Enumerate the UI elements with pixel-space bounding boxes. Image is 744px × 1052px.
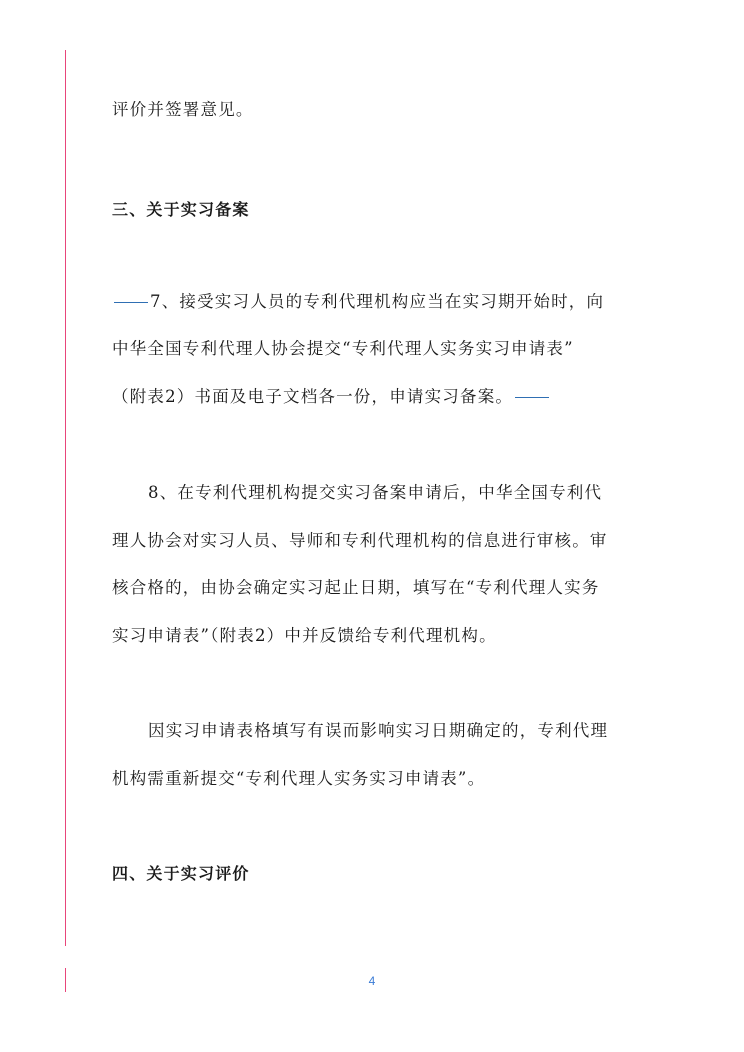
- paragraph-9-line-1: [112, 723, 642, 740]
- text-line: 评价并签署意见。: [112, 100, 254, 119]
- revision-insert-mark: [515, 397, 549, 398]
- paragraph-7-line-2: 中华全国专利代理人协会提交“专利代理人实务实习申请表”: [112, 339, 574, 358]
- page-number: 4: [368, 974, 376, 988]
- paragraph-7-text: （附表2）书面及电子文档各一份，申请实习备案。: [112, 387, 514, 406]
- section-heading-3: 三、关于实习备案: [112, 200, 250, 219]
- revision-margin-bar: [65, 84, 66, 946]
- revision-insert-mark: [114, 302, 148, 303]
- paragraph-9-text: 因实习申请表格填写有误而影响实习日期确定的，专利代理: [148, 721, 609, 740]
- paragraph-8-line-2: 理人协会对实习人员、导师和专利代理机构的信息进行审核。审: [112, 531, 608, 550]
- paragraph-9-line-2: 机构需重新提交“专利代理人实务实习申请表”。: [112, 769, 486, 788]
- paragraph-7-text: 7、接受实习人员的专利代理机构应当在实习期开始时，向: [150, 292, 605, 311]
- paragraph-7-line-1: [112, 294, 642, 311]
- paragraph-8-line-1: [112, 485, 642, 502]
- paragraph-8-line-3: 核合格的，由协会确定实习起止日期，填写在“专利代理人实务: [112, 578, 600, 597]
- paragraph-8-text: 8、在专利代理机构提交实习备案申请后，中华全国专利代: [148, 483, 603, 502]
- section-heading-4: 四、关于实习评价: [112, 864, 250, 883]
- paragraph-8-line-4: 实习申请表”（附表2）中并反馈给专利代理机构。: [112, 626, 497, 645]
- paragraph-7-line-3: [112, 389, 642, 406]
- revision-margin-bar-top: [65, 50, 66, 84]
